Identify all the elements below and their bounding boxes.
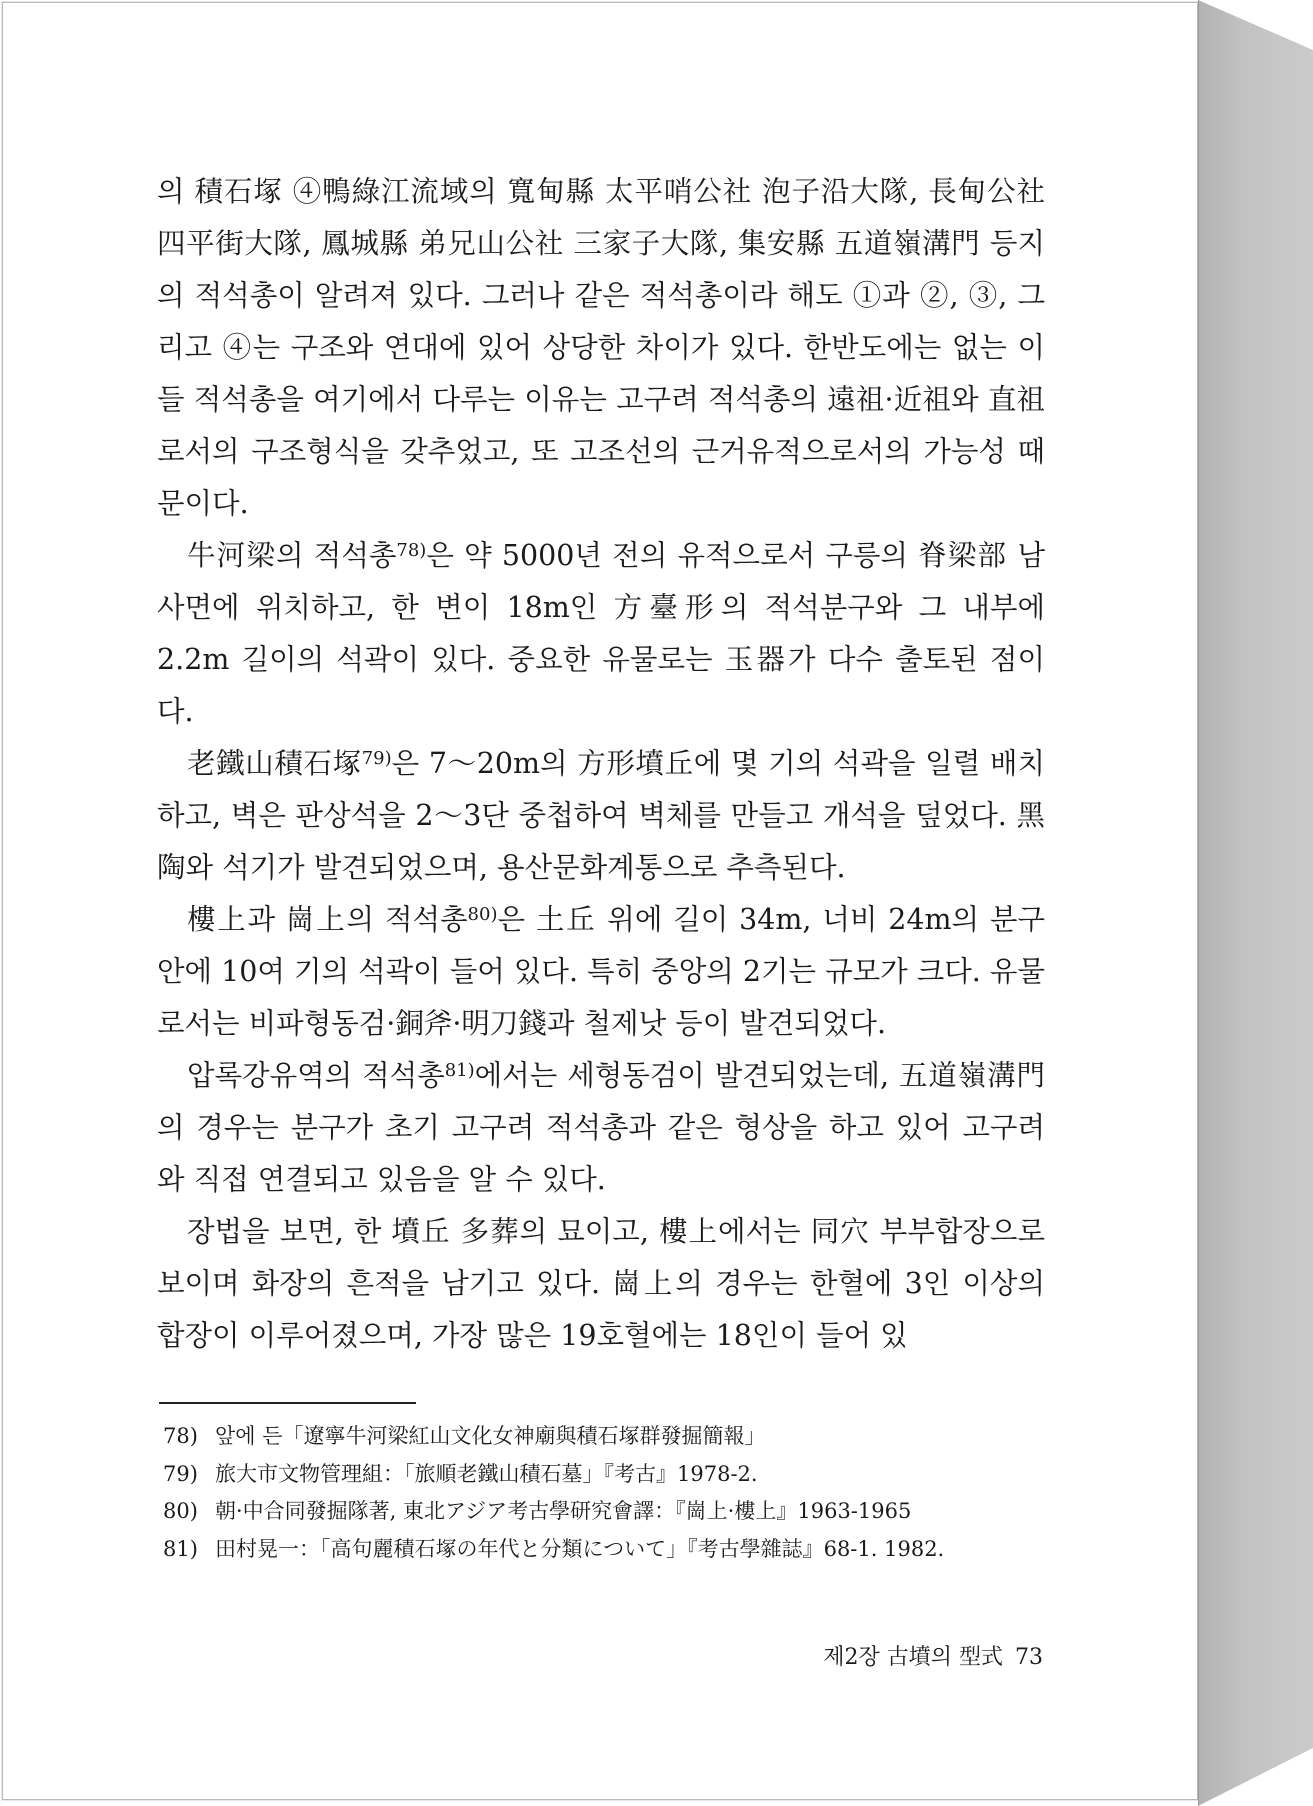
footnote-79 bbox=[163, 1456, 1063, 1494]
paragraph-4-text: 樓上과 崗上의 적석총 bbox=[187, 903, 468, 936]
paragraph-2 bbox=[157, 530, 1045, 738]
paragraph-1: 의 積石塚 ④鴨綠江流域의 寬甸縣 太平哨公社 泡子沿大隊, 長甸公社 四平街大隊, 鳳城縣 弟兄山公社 三家子大隊, 集安縣 五道嶺溝門 등지의 적석총이 알려져 있다. 그러나 같은 적석총이라 해도 ①과 ②, ③, 그리고 ④는 구조와 연대에 있어 상당한 차이가 있다. 한반도에는 없는 이들 적석총을 여기에서 다루는 이유는 고구려 적석총의 遠祖·近祖와 直祖로서의 구조형식을 갖추었고, 또 고조선의 근거유적으로서의 가능성 때문이다. bbox=[157, 175, 1045, 520]
footnote-text: 앞에 든「遼寧牛河梁紅山文化女神廟與積石塚群發掘簡報」 bbox=[215, 1424, 766, 1448]
footnote-text: 朝·中合同發掘隊著, 東北アジア考古學研究會譯：『崗上·樓上』1963-1965 bbox=[215, 1499, 912, 1523]
paragraph-5-text: 압록강유역의 적석총 bbox=[187, 1059, 445, 1092]
running-title: 제2장 古墳의 型式 bbox=[823, 1645, 1003, 1670]
paragraph-2-text: 牛河梁의 적석총 bbox=[187, 539, 397, 572]
paragraph-6: 장법을 보면, 한 墳丘 多葬의 묘이고, 樓上에서는 同穴 부부합장으로 보이며 화장의 흔적을 남기고 있다. 崗上의 경우는 한혈에 3인 이상의 합장이 이루어졌으며, 가장 많은 19호혈에는 18인이 들어 있 bbox=[157, 1215, 1045, 1352]
page-number: 73 bbox=[1015, 1645, 1043, 1670]
footnote-number: 81) bbox=[163, 1536, 198, 1561]
paragraph-5 bbox=[157, 1050, 1045, 1206]
footnote-text: 田村晃一：「高句麗積石塚の年代と分類について」『考古學雜誌』68-1. 1982. bbox=[215, 1536, 945, 1561]
footnote-ref-80[interactable]: 80) bbox=[467, 904, 498, 925]
footnote-78 bbox=[163, 1418, 1063, 1456]
running-footer bbox=[823, 1640, 1043, 1671]
footnote-81 bbox=[163, 1531, 1063, 1569]
footnote-text: 旅大市文物管理組：「旅順老鐵山積石墓」『考古』1978-2. bbox=[215, 1461, 758, 1486]
paragraph-4 bbox=[157, 894, 1045, 1050]
footnote-80 bbox=[163, 1493, 1063, 1531]
paragraph-3-text-cont: 은 7～20m의 方形墳丘에 몇 기의 석곽을 일렬 배치하고, 벽은 판상석을 2～3단 중첩하여 벽체를 만들고 개석을 덮었다. 黑陶와 석기가 발견되었으며, 용산문화계통으로 추측된다. bbox=[157, 747, 1045, 884]
footnotes bbox=[163, 1418, 1063, 1568]
paragraph-4-text-cont: 은 土丘 위에 길이 34m, 너비 24m의 분구 안에 10여 기의 석곽이 들어 있다. 특히 중앙의 2기는 규모가 크다. 유물로서는 비파형동검·銅斧·明刀錢과 철제낫 등이 발견되었다. bbox=[157, 903, 1045, 1040]
paragraph-5-text-cont: 에서는 세형동검이 발견되었는데, 五道嶺溝門의 경우는 분구가 초기 고구려 적석총과 같은 형상을 하고 있어 고구려와 직접 연결되고 있음을 알 수 있다. bbox=[157, 1059, 1045, 1196]
footnote-number: 80) bbox=[163, 1499, 198, 1523]
footnote-ref-81[interactable]: 81) bbox=[444, 1060, 475, 1081]
page-stack-edge bbox=[1198, 0, 1313, 1806]
paragraph-3-text: 老鐵山積石塚 bbox=[187, 747, 362, 780]
footnote-number: 79) bbox=[163, 1461, 198, 1486]
footnote-ref-79[interactable]: 79) bbox=[361, 748, 392, 769]
paragraph-2-text-cont: 은 약 5000년 전의 유적으로서 구릉의 脊梁部 남사면에 위치하고, 한 변이 18m인 方臺形의 적석분구와 그 내부에 2.2m 길이의 석곽이 있다. 중요한 유물로는 玉器가 다수 출토된 점이다. bbox=[157, 539, 1045, 728]
footnote-ref-78[interactable]: 78) bbox=[396, 540, 427, 561]
paragraph-3 bbox=[157, 738, 1045, 894]
page-edge-line bbox=[1198, 0, 1199, 1806]
body-text bbox=[157, 166, 1045, 1362]
footnote-rule bbox=[159, 1402, 416, 1404]
footnote-number: 78) bbox=[163, 1424, 198, 1448]
